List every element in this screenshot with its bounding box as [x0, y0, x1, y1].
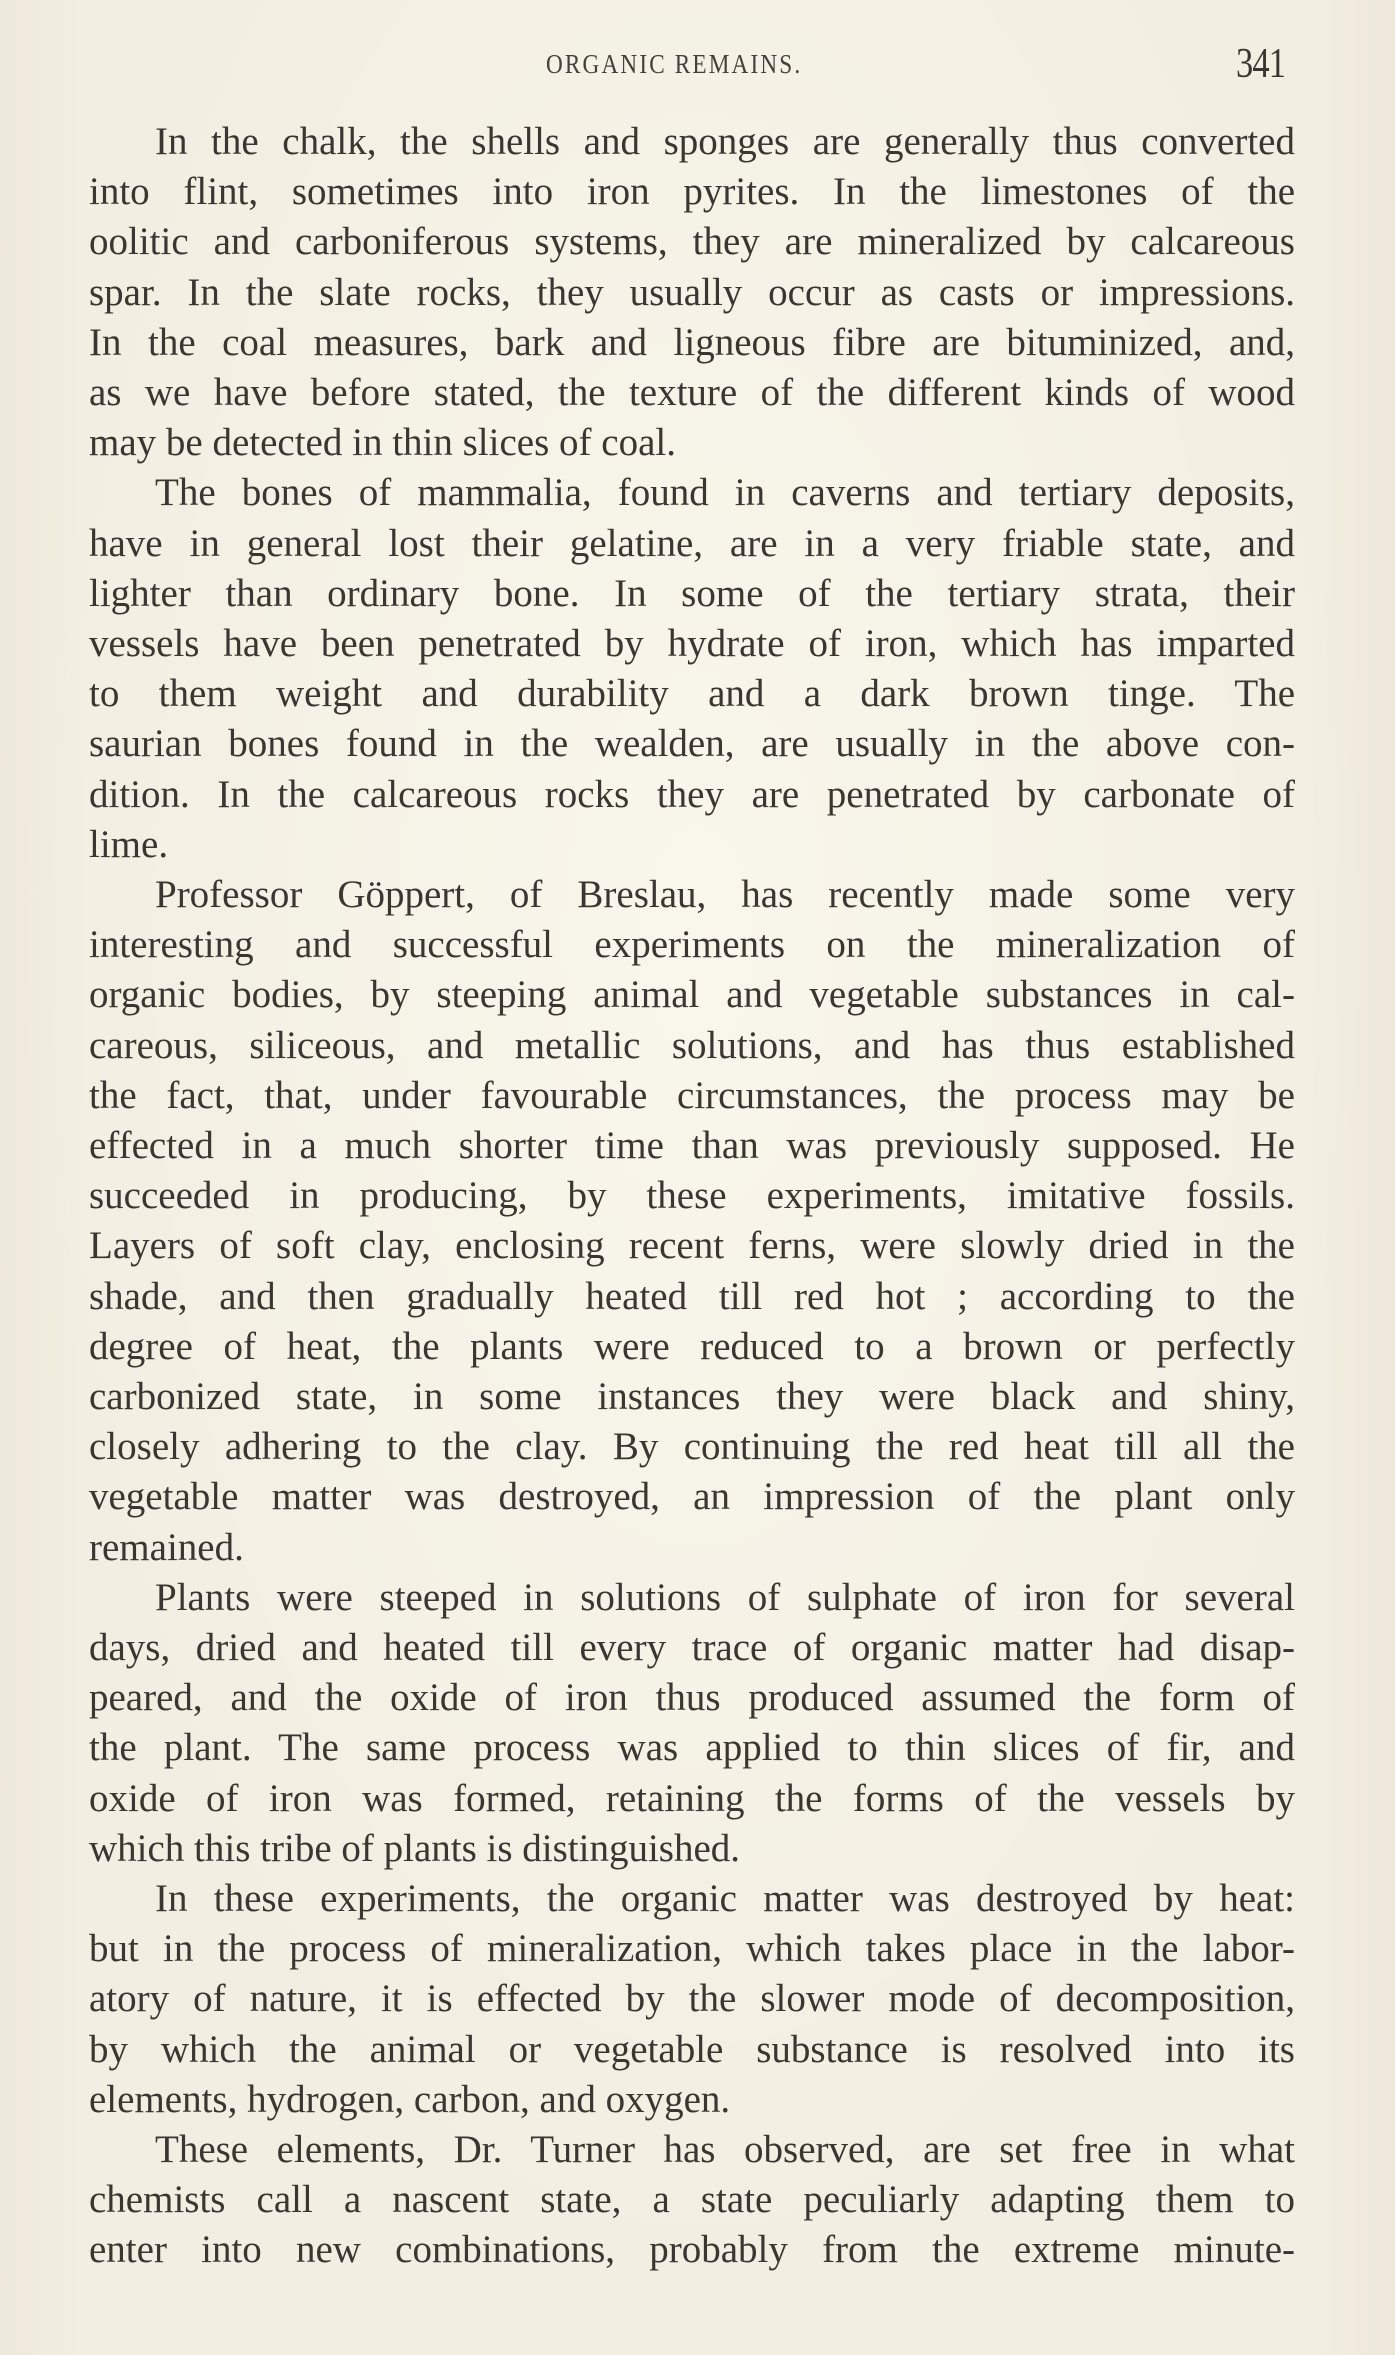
- text-line: oxide of iron was formed, retaining the forms of the vessels by: [89, 1776, 1295, 1820]
- text-line: days, dried and heated till every trace of organic matter had disap-: [89, 1626, 1295, 1669]
- text-line: into flint, sometimes into iron pyrites. In the limestones of the: [89, 170, 1295, 214]
- text-line: organic bodies, by steeping animal and vegetable substances in cal-: [89, 973, 1295, 1017]
- text-line: lighter than ordinary bone. In some of the tertiary strata, their: [89, 571, 1295, 615]
- text-line: succeeded in producing, by these experiments, imitative fossils.: [89, 1174, 1295, 1218]
- text-line: saurian bones found in the wealden, are usually in the above con-: [89, 722, 1295, 766]
- text-line: spar. In the slate rocks, they usually occur as casts or impressions.: [89, 270, 1295, 314]
- text-line: enter into new combinations, probably from the extreme minute-: [89, 2228, 1295, 2272]
- text-line: which this tribe of plants is distinguished.: [89, 1826, 741, 1870]
- text-line: carbonized state, in some instances they were black and shiny,: [89, 1375, 1295, 1418]
- text-line: may be detected in thin slices of coal.: [89, 421, 676, 465]
- text-line: vessels have been penetrated by hydrate of iron, which has imparted: [89, 622, 1295, 665]
- text-line: remained.: [89, 1525, 244, 1569]
- text-line: to them weight and durability and a dark brown tinge. The: [89, 672, 1295, 716]
- text-line: the plant. The same process was applied to thin slices of fir, and: [89, 1726, 1295, 1770]
- text-line: dition. In the calcareous rocks they are penetrated by carbonate of: [89, 772, 1295, 816]
- text-line: by which the animal or vegetable substance is resolved into its: [89, 2027, 1295, 2071]
- text-line: vegetable matter was destroyed, an impression of the plant only: [89, 1475, 1295, 1519]
- text-line: oolitic and carboniferous systems, they are mineralized by calcareous: [89, 220, 1295, 264]
- text-line: The bones of mammalia, found in caverns and tertiary deposits,: [155, 471, 1295, 515]
- text-line: but in the process of mineralization, which takes place in the labor-: [89, 1927, 1295, 1971]
- text-line: as we have before stated, the texture of the different kinds of wood: [89, 371, 1295, 414]
- text-line: atory of nature, it is effected by the slower mode of decomposition,: [89, 1977, 1295, 2021]
- text-line: elements, hydrogen, carbon, and oxygen.: [89, 2077, 731, 2121]
- text-line: Professor Göppert, of Breslau, has recently made some very: [155, 873, 1295, 916]
- text-line: peared, and the oxide of iron thus produced assumed the form of: [89, 1676, 1295, 1720]
- text-line: In the coal measures, bark and ligneous fibre are bituminized, and,: [89, 320, 1295, 364]
- text-line: closely adhering to the clay. By continuing the red heat till all the: [89, 1425, 1295, 1469]
- text-line: These elements, Dr. Turner has observed, are set free in what: [155, 2128, 1295, 2171]
- text-line: Layers of soft clay, enclosing recent ferns, were slowly dried in the: [89, 1224, 1295, 1268]
- text-line: Plants were steeped in solutions of sulphate of iron for several: [155, 1575, 1295, 1619]
- text-line: degree of heat, the plants were reduced to a brown or perfectly: [89, 1324, 1295, 1368]
- running-head: ORGANIC REMAINS.: [546, 49, 803, 79]
- text-line: the fact, that, under favourable circumstances, the process may be: [89, 1073, 1295, 1117]
- text-line: In the chalk, the shells and sponges are generally thus converted: [155, 120, 1295, 163]
- text-line: shade, and then gradually heated till red hot ; according to the: [89, 1274, 1295, 1318]
- text-line: have in general lost their gelatine, are in a very friable state, and: [89, 521, 1295, 565]
- text-line: chemists call a nascent state, a state peculiarly adapting them to: [89, 2178, 1295, 2222]
- text-line: In these experiments, the organic matter was destroyed by heat:: [155, 1877, 1295, 1920]
- page-number: 341: [1236, 41, 1286, 87]
- text-line: careous, siliceous, and metallic solutions, and has thus established: [89, 1023, 1295, 1067]
- text-line: effected in a much shorter time than was previously supposed. He: [89, 1124, 1295, 1167]
- text-line: lime.: [89, 822, 169, 866]
- text-line: interesting and successful experiments on the mineralization of: [89, 923, 1295, 967]
